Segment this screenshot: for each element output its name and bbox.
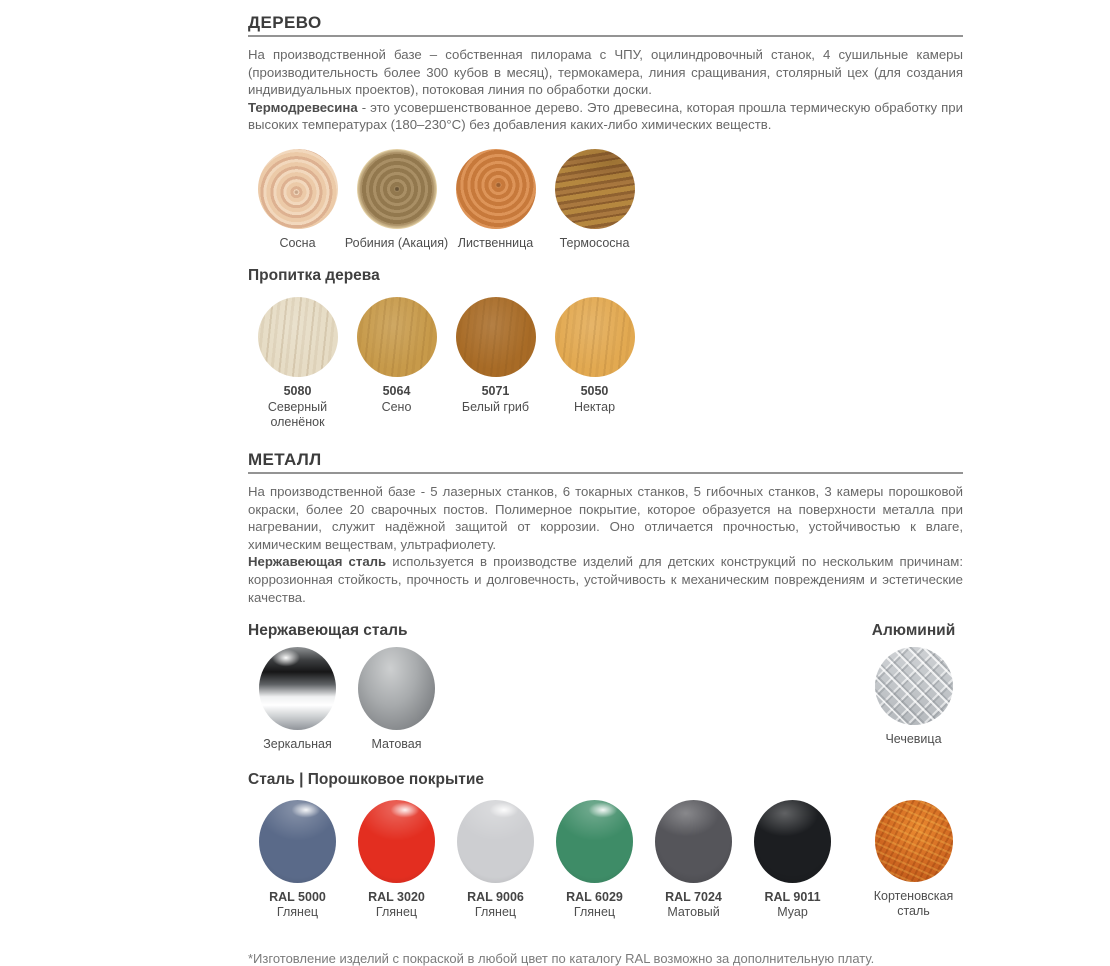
impregnation-5080-name: Северный оленёнок bbox=[267, 399, 328, 430]
impregnation-5071-label bbox=[462, 384, 529, 415]
metal-paragraph-2-lead: Нержавеющая сталь bbox=[248, 554, 387, 570]
aluminum-title: Алюминий bbox=[871, 622, 956, 640]
impregnation-5071 bbox=[446, 297, 545, 415]
ral-6029-swatch bbox=[556, 800, 633, 883]
robinia-swatch bbox=[357, 149, 437, 229]
matte-steel-label: Матовая bbox=[371, 737, 422, 752]
powder-corten bbox=[864, 800, 963, 920]
ral-7024-code: RAL 7024 bbox=[665, 889, 722, 904]
impregnation-5050-label bbox=[574, 384, 615, 415]
larch-label: Лиственница bbox=[457, 235, 534, 250]
ral-9011-code: RAL 9011 bbox=[764, 889, 821, 904]
thermopine-label: Термососна bbox=[559, 235, 630, 250]
impregnation-5080-code: 5080 bbox=[283, 384, 312, 399]
corten-steel-swatch bbox=[875, 800, 953, 882]
ral-9006-finish: Глянец bbox=[474, 905, 517, 920]
impregnation-5071-swatch bbox=[456, 297, 536, 377]
metal-section-title: МЕТАЛЛ bbox=[248, 449, 322, 469]
ral-3020-swatch bbox=[358, 800, 435, 883]
ral-9011-swatch bbox=[754, 800, 831, 883]
lentil-aluminum-label: Чечевица bbox=[885, 732, 942, 747]
metal-section-divider bbox=[248, 472, 963, 474]
pine-label: Сосна bbox=[279, 235, 316, 250]
wood-paragraph-1: На производственной базе – собственная пилорама с ЧПУ, оцилиндровочный станок, 4 сушильные камеры (производительность более 300 кубов в месяц), термокамера, линия сращивания, столярный цех (для создания индивидуальных проектов), потоковая линия по обработки доски. bbox=[248, 47, 963, 98]
stainless-title: Нержавеющая сталь bbox=[248, 622, 408, 640]
lentil-aluminum-swatch bbox=[875, 647, 953, 725]
impregnation-5050 bbox=[545, 297, 644, 415]
ral-6029-code: RAL 6029 bbox=[566, 889, 623, 904]
impregnation-title: Пропитка дерева bbox=[248, 267, 380, 285]
impregnation-5064-name: Сено bbox=[381, 399, 412, 414]
wood-section-divider bbox=[248, 35, 963, 37]
ral-6029-label bbox=[566, 890, 623, 921]
powder-coating-title: Сталь | Порошковое покрытие bbox=[248, 770, 484, 788]
impregnation-5050-name: Нектар bbox=[573, 399, 616, 414]
aluminum-lentil bbox=[864, 647, 963, 748]
ral-3020-finish: Глянец bbox=[375, 905, 418, 920]
wood-paragraph-2-rest: - это усовершенствованное дерево. Это древесина, которая прошла термическую обработку при высоких температурах (180–230°C) без добавления каких-либо химических веществ. bbox=[248, 99, 963, 133]
wood-section-title: ДЕРЕВО bbox=[248, 13, 322, 32]
metal-section bbox=[248, 449, 963, 966]
ral-5000-label bbox=[269, 890, 326, 921]
ral-5000-swatch bbox=[259, 800, 336, 883]
stainless-row bbox=[248, 647, 963, 753]
ral-7024-swatch bbox=[655, 800, 732, 883]
stainless-matte bbox=[347, 647, 446, 753]
ral-7024-finish: Матовый bbox=[667, 905, 720, 920]
mirror-steel-swatch bbox=[259, 647, 336, 730]
wood-species-pine bbox=[248, 149, 347, 252]
impregnation-5064-swatch bbox=[357, 297, 437, 377]
catalog-page bbox=[248, 0, 963, 966]
impregnation-5050-code: 5050 bbox=[580, 384, 609, 399]
powder-ral-9006 bbox=[446, 800, 545, 921]
ral-6029-finish: Глянец bbox=[573, 905, 616, 920]
stainless-header-row bbox=[248, 621, 963, 640]
ral-9011-finish: Муар bbox=[777, 905, 808, 920]
impregnation-5080 bbox=[248, 297, 347, 431]
ral-footnote: *Изготовление изделий с покраской в любой цвет по каталогу RAL возможно за дополнительную плату. bbox=[248, 950, 875, 966]
mirror-steel-label: Зеркальная bbox=[263, 737, 332, 752]
impregnation-5071-name: Белый гриб bbox=[461, 399, 530, 414]
metal-paragraph-2-rest: используется в производстве изделий для детских конструкций по нескольким причинам: коррозионная стойкость, прочность и долговечность, устойчивость к механическим повреждениям и эстетические качества. bbox=[248, 554, 963, 605]
powder-ral-3020 bbox=[347, 800, 446, 921]
ral-7024-label bbox=[665, 890, 722, 921]
ral-5000-code: RAL 5000 bbox=[269, 889, 326, 904]
wood-paragraph-2 bbox=[248, 99, 963, 134]
impregnation-5080-swatch bbox=[258, 297, 338, 377]
wood-species-row bbox=[248, 149, 963, 252]
powder-ral-6029 bbox=[545, 800, 644, 921]
thermopine-swatch bbox=[555, 149, 635, 229]
pine-swatch bbox=[258, 149, 338, 229]
ral-9011-label bbox=[764, 890, 820, 921]
powder-ral-9011 bbox=[743, 800, 842, 921]
corten-steel-label: Кортеновская сталь bbox=[873, 888, 954, 919]
impregnation-5064-code: 5064 bbox=[382, 384, 411, 399]
wood-species-larch bbox=[446, 149, 545, 252]
larch-swatch bbox=[456, 149, 536, 229]
robinia-label: Робиния (Акация) bbox=[344, 235, 449, 250]
ral-3020-label bbox=[368, 890, 425, 921]
impregnation-row bbox=[248, 297, 963, 431]
matte-steel-swatch bbox=[358, 647, 435, 730]
ral-9006-swatch bbox=[457, 800, 534, 883]
impregnation-5080-label bbox=[248, 384, 347, 431]
ral-9006-code: RAL 9006 bbox=[467, 889, 524, 904]
powder-coating-row bbox=[248, 800, 963, 921]
wood-paragraph-2-lead: Термодревесина bbox=[248, 99, 358, 115]
impregnation-5064-label bbox=[382, 384, 412, 415]
impregnation-5050-swatch bbox=[555, 297, 635, 377]
ral-9006-label bbox=[467, 890, 524, 921]
powder-ral-5000 bbox=[248, 800, 347, 921]
stainless-mirror bbox=[248, 647, 347, 753]
metal-paragraph-2 bbox=[248, 553, 963, 606]
wood-species-robinia bbox=[344, 149, 449, 252]
wood-section bbox=[248, 12, 963, 431]
ral-5000-finish: Глянец bbox=[276, 905, 319, 920]
impregnation-5064 bbox=[347, 297, 446, 415]
metal-paragraph-1: На производственной базе - 5 лазерных станков, 6 токарных станков, 5 гибочных станков, 3 камеры порошковой окраски, более 20 сварочных постов. Полимерное покрытие, которое образуется на поверхности металла при нагревании, служит надёжной защитой от коррозии. Оно отличается прочностью, устойчивостью к влаге, химическим веществам, ультрафиолету. bbox=[248, 483, 963, 552]
impregnation-5071-code: 5071 bbox=[481, 384, 510, 399]
powder-ral-7024 bbox=[644, 800, 743, 921]
wood-species-thermopine bbox=[545, 149, 644, 252]
ral-3020-code: RAL 3020 bbox=[368, 889, 425, 904]
